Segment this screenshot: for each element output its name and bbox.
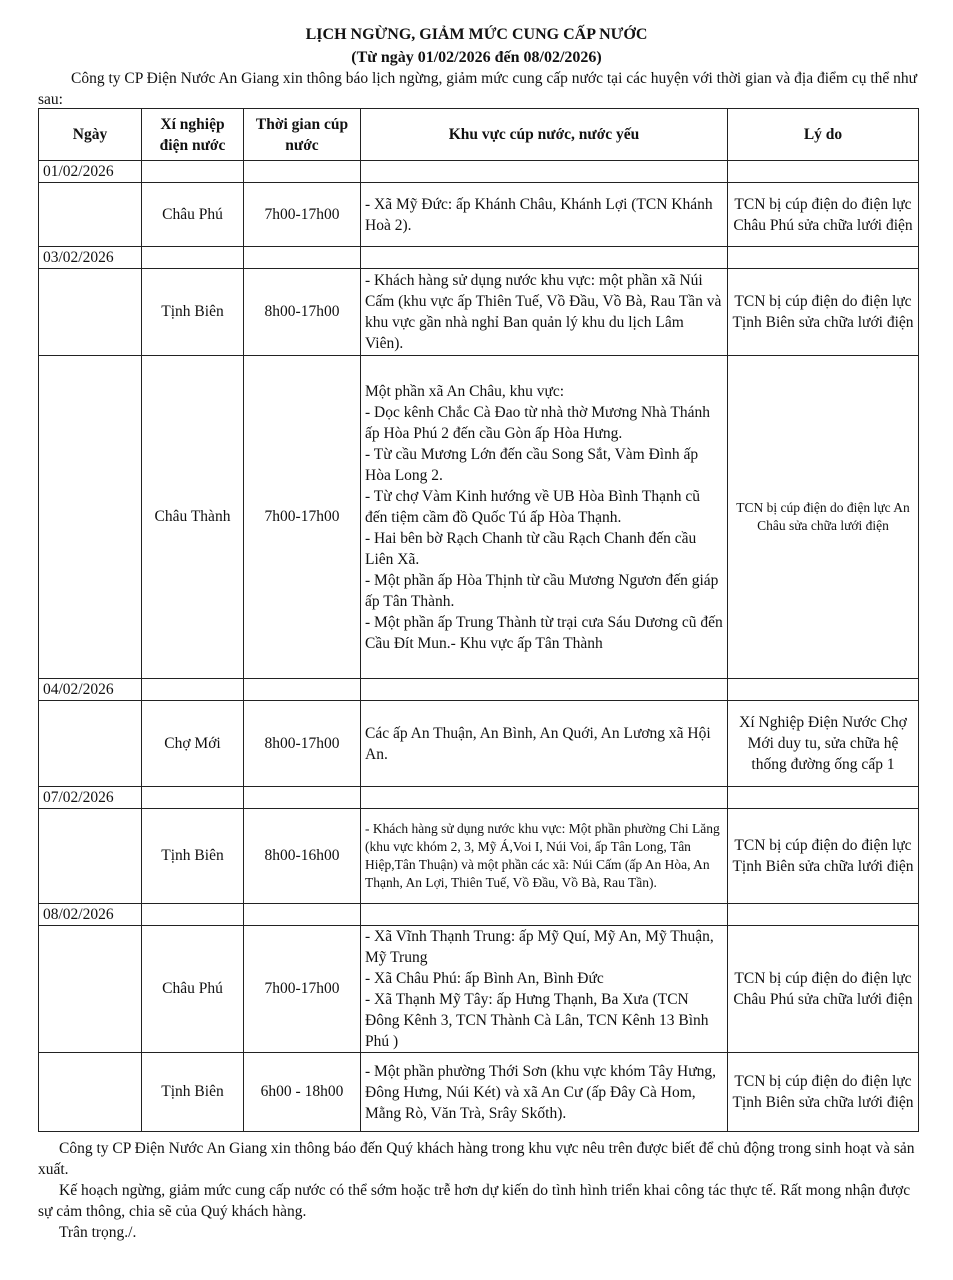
area-line: - Từ chợ Vàm Kinh hướng về UB Hòa Bình Thạnh cũ đến tiệm cầm đồ Quốc Tú ấp Hòa Thạnh. (365, 487, 700, 526)
area-line: - Từ cầu Mương Lớn đến cầu Song Sắt, Vàm Đình ấp Hòa Long 2. (365, 445, 699, 484)
date-cell: 01/02/2026 (39, 161, 142, 183)
area-line: - Một phần phường Thới Sơn (khu vực khóm Tây Hưng, Đông Hưng, Núi Két) và xã An Cư (ấp Đây Cà Hom, Mằng Rò, Văn Trà, Srây Skốth). (365, 1062, 717, 1122)
table-row (39, 809, 919, 904)
header-area: Khu vực cúp nước, nước yếu (361, 109, 728, 161)
time-cell: 6h00 - 18h00 (244, 1053, 361, 1132)
area-cell (361, 183, 728, 247)
header-reason: Lý do (728, 109, 919, 161)
table-row (39, 1053, 919, 1132)
header-date: Ngày (39, 109, 142, 161)
header-unit: Xí nghiệp điện nước (142, 109, 244, 161)
reason-cell: TCN bị cúp điện do điện lực Tịnh Biên sửa chữa lưới điện (728, 1053, 919, 1132)
table-row (39, 356, 919, 679)
area-line: Một phần xã An Châu, khu vực: (365, 382, 565, 400)
area-line: - Dọc kênh Chắc Cà Đao từ nhà thờ Mương Nhà Thánh ấp Hòa Phú 2 đến cầu Gòn ấp Hòa Hưng. (365, 403, 710, 442)
area-cell (361, 809, 728, 904)
table-row (39, 926, 919, 1053)
date-range-subtitle: (Từ ngày 01/02/2026 đến 08/02/2026) (351, 49, 602, 66)
area-cell (361, 926, 728, 1053)
date-row (39, 247, 919, 269)
date-cell: 03/02/2026 (39, 247, 142, 269)
time-cell: 8h00-16h00 (244, 809, 361, 904)
time-cell: 7h00-17h00 (244, 926, 361, 1053)
intro-paragraph: Công ty CP Điện Nước An Giang xin thông báo lịch ngừng, giảm mức cung cấp nước tại các huyện với thời gian và địa điểm cụ thể như sau: (38, 70, 918, 108)
area-line: - Xã Châu Phú: ấp Bình An, Bình Đức (365, 970, 604, 987)
area-cell (361, 269, 728, 356)
area-line: - Xã Mỹ Đức: ấp Khánh Châu, Khánh Lợi (TCN Khánh Hoà 2). (365, 195, 713, 234)
table-row (39, 269, 919, 356)
area-cell (361, 701, 728, 787)
date-row (39, 161, 919, 183)
area-line: Các ấp An Thuận, An Bình, An Quới, An Lương xã Hội An. (365, 724, 711, 763)
date-row (39, 679, 919, 701)
area-cell (361, 356, 728, 679)
unit-cell: Châu Phú (142, 926, 244, 1053)
unit-cell: Châu Thành (142, 356, 244, 679)
date-cell: 04/02/2026 (39, 679, 142, 701)
document-title: LỊCH NGỪNG, GIẢM MỨC CUNG CẤP NƯỚC (305, 26, 648, 43)
date-row (39, 787, 919, 809)
footer-closing: Trân trọng./. (59, 1224, 137, 1241)
area-line: - Hai bên bờ Rạch Chanh từ cầu Rạch Chanh đến cầu Liên Xã. (365, 529, 697, 568)
time-cell: 8h00-17h00 (244, 269, 361, 356)
date-row (39, 904, 919, 926)
footer-disclaimer: Kế hoạch ngừng, giảm mức cung cấp nước có thể sớm hoặc trễ hơn dự kiến do tình hình triển khai công tác thực tế. Rất mong nhận được sự cảm thông, chia sẽ của Quý khách hàng. (38, 1182, 911, 1220)
area-line: - Khách hàng sử dụng nước khu vực: một phần xã Núi Cấm (khu vực ấp Thiên Tuế, Vồ Đầu, Vồ Bà, Rau Tần và khu vực gần nhà nghỉ Ban quản lý khu du lịch Lâm Viên). (365, 272, 722, 352)
reason-cell: TCN bị cúp điện do điện lực Châu Phú sửa chữa lưới điện (728, 183, 919, 247)
schedule-table (38, 108, 919, 1132)
unit-cell: Tịnh Biên (142, 269, 244, 356)
table-header-row (39, 109, 919, 161)
table-row (39, 183, 919, 247)
header-time: Thời gian cúp nước (244, 109, 361, 161)
unit-cell: Tịnh Biên (142, 1053, 244, 1132)
time-cell: 8h00-17h00 (244, 701, 361, 787)
unit-cell: Châu Phú (142, 183, 244, 247)
unit-cell: Chợ Mới (142, 701, 244, 787)
table-row (39, 701, 919, 787)
date-cell: 08/02/2026 (39, 904, 142, 926)
reason-cell: TCN bị cúp điện do điện lực Châu Phú sửa chữa lưới điện (728, 926, 919, 1053)
reason-cell: TCN bị cúp điện do điện lực Tịnh Biên sửa chữa lưới điện (728, 269, 919, 356)
time-cell: 7h00-17h00 (244, 183, 361, 247)
area-line: - Một phần ấp Hòa Thịnh từ cầu Mương Ngươn đến giáp ấp Tân Thành. (365, 571, 719, 610)
reason-cell: Xí Nghiệp Điện Nước Chợ Mới duy tu, sửa chữa hệ thống đường ống cấp 1 (728, 701, 919, 787)
footer-notice: Công ty CP Điện Nước An Giang xin thông báo đến Quý khách hàng trong khu vực nêu trên được biết để chủ động trong sinh hoạt và sản xuất. (38, 1140, 915, 1178)
date-cell: 07/02/2026 (39, 787, 142, 809)
area-line: - Xã Vĩnh Thạnh Trung: ấp Mỹ Quí, Mỹ An, Mỹ Thuận, Mỹ Trung (365, 928, 714, 966)
reason-cell: TCN bị cúp điện do điện lực An Châu sửa chữa lưới điện (728, 356, 919, 679)
area-line: - Khách hàng sử dụng nước khu vực: Một phần phường Chi Lăng (khu vực khóm 2, 3, Mỹ Á,Voi I, Núi Voi, ấp Tân Long, Tân Hiệp,Tân Thuận) và một phần các xã: Núi Cấm (ấp An Hòa, An Thạnh, An Lợi, Thiên Tuế, Vồ Đầu, Vồ Bà, Rau Tần). (365, 821, 720, 890)
area-cell (361, 1053, 728, 1132)
unit-cell: Tịnh Biên (142, 809, 244, 904)
reason-cell: TCN bị cúp điện do điện lực Tịnh Biên sửa chữa lưới điện (728, 809, 919, 904)
area-line: - Xã Thạnh Mỹ Tây: ấp Hưng Thạnh, Ba Xưa (TCN Đông Kênh 3, TCN Thành Cà Lân, TCN Kênh 13 Bình Phú ) (365, 991, 709, 1050)
time-cell: 7h00-17h00 (244, 356, 361, 679)
area-line: - Một phần ấp Trung Thành từ trại cưa Sáu Dương cũ đến Cầu Đít Mun.- Khu vực ấp Tân Thành (365, 613, 723, 652)
